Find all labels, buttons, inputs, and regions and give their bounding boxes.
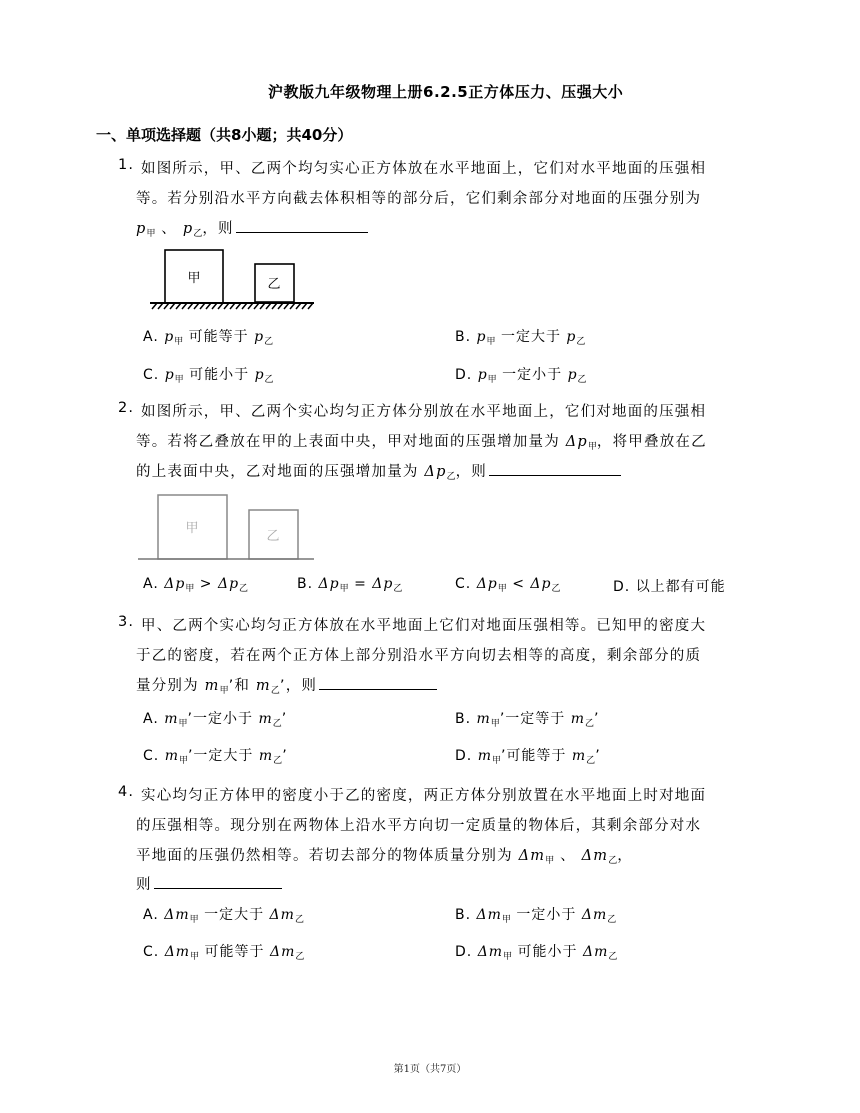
document-title: 沪教版九年级物理上册6.2.5正方体压力、压强大小 (268, 83, 624, 101)
q4-answer-blank[interactable] (154, 887, 282, 889)
q3-option-c[interactable]: C. $m_甲$’一定大于 $m_乙$’ (143, 748, 288, 766)
q4-option-c[interactable]: C. $\Delta m_甲$ 可能等于 $\Delta m_乙$ (143, 944, 305, 962)
q1-option-a[interactable]: A. $p_甲$ 可能等于 $p_乙$ (143, 329, 274, 347)
q1-figure-label-jia: 甲 (187, 271, 201, 286)
q1-answer-blank[interactable] (236, 231, 368, 233)
q3-option-a[interactable]: A. $m_甲$’一定小于 $m_乙$’ (143, 711, 288, 729)
q4-line-3: 平地面的压强仍然相等。若切去部分的物体质量分别为 $\Delta m_甲$ 、 $\Delta m_乙$， (136, 848, 633, 866)
q2-figure-label-yi: 乙 (266, 529, 280, 544)
q4-line-4: 则 (136, 873, 282, 894)
q1-line-1: 如图所示，甲、乙两个均匀实心正方体放在水平地面上，它们对水平地面的压强相 (141, 161, 707, 177)
q1-option-c[interactable]: C. $p_甲$ 可能小于 $p_乙$ (143, 367, 274, 385)
q4-number: 4. (118, 784, 135, 800)
q2-line-1: 如图所示，甲、乙两个实心均匀正方体分别放在水平地面上，它们对地面的压强相 (141, 404, 707, 420)
q2-option-a[interactable]: A. $\Delta p_甲 > \Delta p_乙$ (143, 576, 249, 594)
q3-number: 3. (118, 614, 135, 630)
q1-line-3: $p_甲$ 、 $p_乙$，则 (136, 217, 368, 239)
q1-figure (148, 245, 318, 311)
q2-answer-blank[interactable] (489, 474, 621, 476)
q2-figure (136, 490, 316, 562)
q1-option-b[interactable]: B. $p_甲$ 一定大于 $p_乙$ (455, 329, 586, 347)
section-heading: 一、单项选择题（共8小题；共40分） (96, 126, 353, 144)
q1-option-d[interactable]: D. $p_甲$ 一定小于 $p_乙$ (455, 367, 587, 385)
q1-line-2: 等。若分别沿水平方向截去体积相等的部分后，它们剩余部分对地面的压强分别为 (136, 191, 702, 207)
q1-number: 1. (118, 157, 135, 173)
q4-line-2: 的压强相等。现分别在两物体上沿水平方向切一定质量的物体后，其剩余部分对水 (136, 818, 702, 834)
q2-option-d[interactable]: D. 以上都有可能 (613, 579, 726, 595)
q1-figure-label-yi: 乙 (267, 277, 281, 292)
q3-line-1: 甲、乙两个实心均匀正方体放在水平地面上它们对地面压强相等。已知甲的密度大 (141, 618, 707, 634)
q2-line-3: 的上表面中央，乙对地面的压强增加量为 $\Delta p_乙$，则 (136, 460, 621, 482)
q4-option-a[interactable]: A. $\Delta m_甲$ 一定大于 $\Delta m_乙$ (143, 907, 304, 925)
q3-answer-blank[interactable] (319, 688, 437, 690)
q3-option-d[interactable]: D. $m_甲$’可能等于 $m_乙$’ (455, 748, 601, 766)
q2-figure-label-jia: 甲 (185, 521, 199, 536)
q2-number: 2. (118, 400, 135, 416)
q2-line-2: 等。若将乙叠放在甲的上表面中央，甲对地面的压强增加量为 $\Delta p_甲$，将甲叠放在乙 (136, 434, 707, 452)
q2-option-b[interactable]: B. $\Delta p_甲 = \Delta p_乙$ (297, 576, 403, 594)
page-footer: 第1页（共7页） (393, 1064, 467, 1075)
q4-line-1: 实心均匀正方体甲的密度小于乙的密度，两正方体分别放置在水平地面上时对地面 (141, 788, 707, 804)
q3-option-b[interactable]: B. $m_甲$’一定等于 $m_乙$’ (455, 711, 600, 729)
q4-option-b[interactable]: B. $\Delta m_甲$ 一定小于 $\Delta m_乙$ (455, 907, 617, 925)
q2-option-c[interactable]: C. $\Delta p_甲 < \Delta p_乙$ (455, 576, 561, 594)
q3-line-3: 量分别为 $m_甲$’和 $m_乙$’，则 (136, 674, 437, 696)
q3-line-2: 于乙的密度，若在两个正方体上部分别沿水平方向切去相等的高度，剩余部分的质 (136, 648, 702, 664)
q4-option-d[interactable]: D. $\Delta m_甲$ 可能小于 $\Delta m_乙$ (455, 944, 618, 962)
